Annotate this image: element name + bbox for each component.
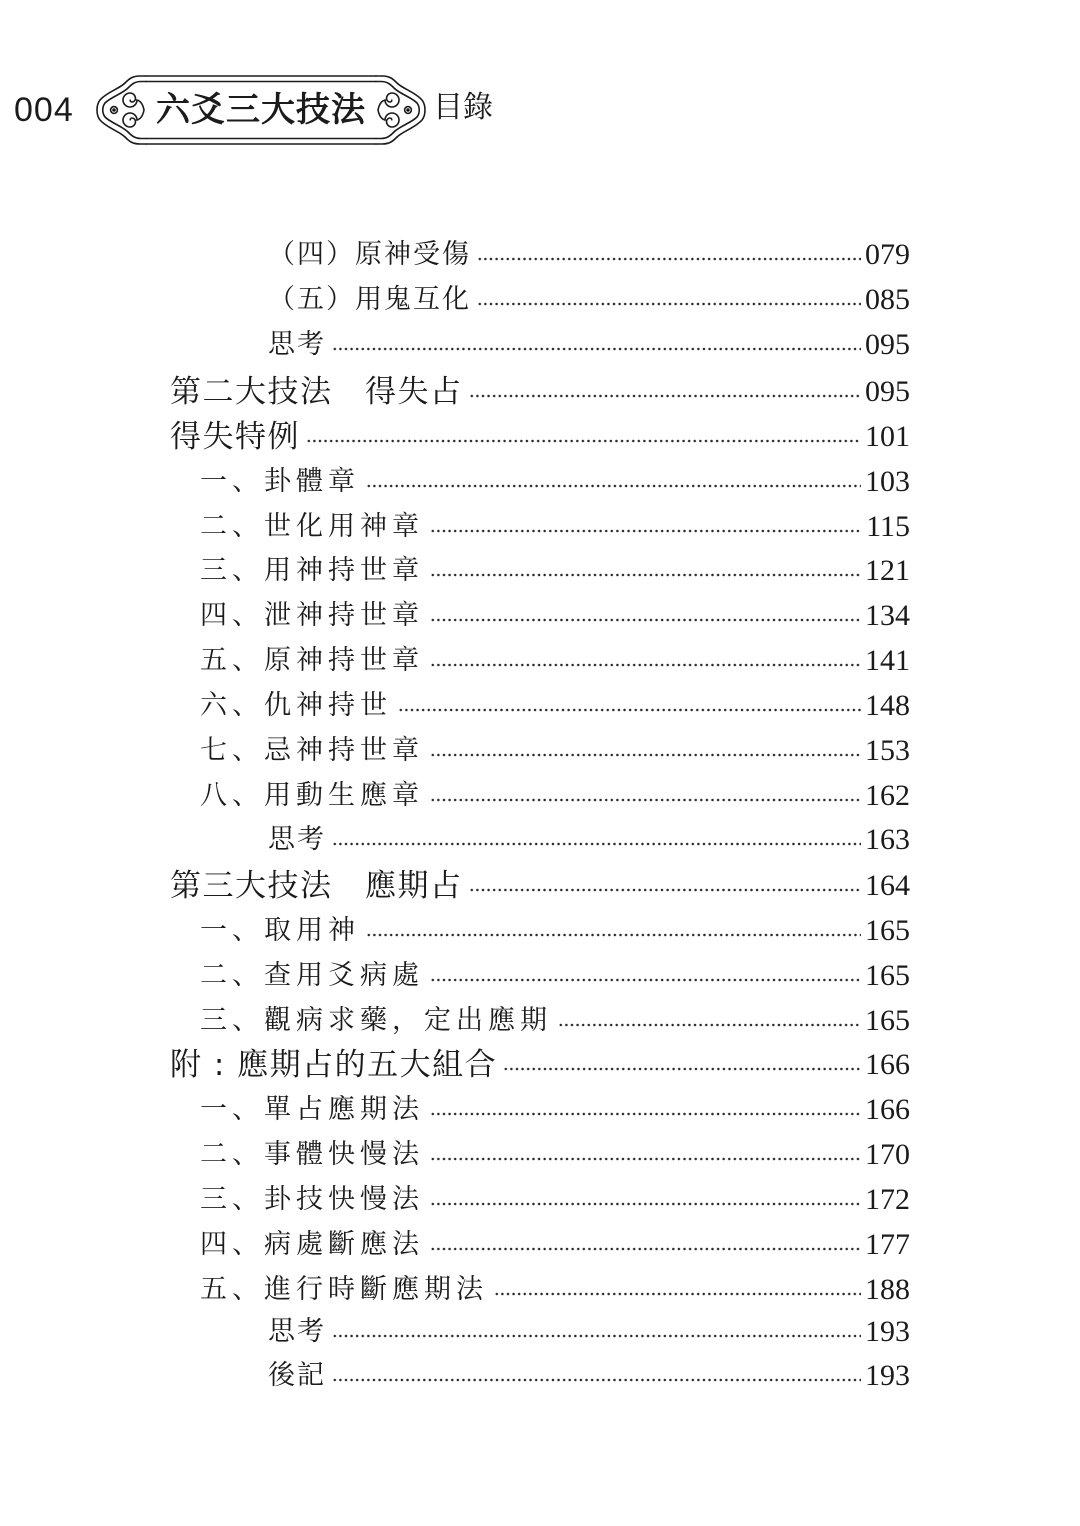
toc-entry-title: （五）用鬼互化 [268,284,471,315]
toc-entry-title: 二、世化用神章 [200,511,424,542]
dot-leader [398,686,861,726]
toc-row [200,731,910,771]
toc-page-number: 164 [865,869,910,902]
toc-row [170,372,910,412]
toc-page-number: 095 [865,328,910,361]
dot-leader [430,956,861,996]
toc-row [200,776,910,816]
toc-row [200,1001,910,1041]
dot-leader [332,325,861,365]
toc-entry-title: 一、卦體章 [200,466,360,497]
toc-page-number: 165 [865,1004,910,1037]
toc-page-number: 188 [865,1273,910,1306]
toc-entry-title: 三、卦技快慢法 [200,1184,424,1215]
dot-leader [477,280,861,320]
toc-entry-title: 六、仇神持世 [200,690,392,721]
toc-page-number: 085 [865,283,910,316]
toc-row [200,1180,910,1220]
dot-leader [430,1135,861,1175]
toc-page-number: 165 [865,914,910,947]
dot-leader [430,776,861,816]
toc-page-number: 153 [865,734,910,767]
dot-leader [430,551,861,591]
toc-row [200,686,910,726]
toc-page-number: 103 [865,465,910,498]
dot-leader [306,417,861,457]
toc-entry-title: 五、原神持世章 [200,645,424,676]
toc-row [268,1312,910,1352]
page-number: 004 [14,91,74,129]
toc-row [268,280,910,320]
toc-row [200,551,910,591]
toc-row [268,820,910,860]
dot-leader [430,1180,861,1220]
dot-leader [366,911,861,951]
toc-row [268,1356,910,1396]
toc-entry-title: 思考 [268,1316,326,1347]
dot-leader [494,1270,861,1310]
toc-page-number: 101 [865,420,910,453]
toc-entry-title: 四、泄神持世章 [200,600,424,631]
dot-leader [430,1090,861,1130]
toc-entry-title: 一、取用神 [200,915,360,946]
toc-page-number: 141 [865,644,910,677]
dot-leader [430,641,861,681]
toc-entry-title: 七、忌神持世章 [200,735,424,766]
toc-page-number: 166 [865,1048,910,1081]
dot-leader [469,372,862,412]
toc-row [200,1090,910,1130]
toc-row [268,325,910,365]
toc-page-number: 134 [865,599,910,632]
title-banner [92,70,430,150]
toc-entry-title: 後記 [268,1360,326,1391]
dot-leader [332,1356,861,1396]
toc-page-number: 162 [865,779,910,812]
toc-page-number: 095 [865,375,910,408]
toc-entry-title: 第二大技法 得失占 [170,374,463,410]
toc-row [170,866,910,906]
toc-page-number: 121 [865,554,910,587]
dot-leader [469,866,862,906]
dot-leader [332,1312,861,1352]
toc-entry-title: 一、單占應期法 [200,1094,424,1125]
dot-leader [430,596,861,636]
toc-page-number: 193 [865,1359,910,1392]
dot-leader [430,731,861,771]
toc-page-number: 193 [865,1315,910,1348]
toc-row [200,596,910,636]
toc-entry-title: 四、病處斷應法 [200,1229,424,1260]
toc-entry-title: 八、用動生應章 [200,780,424,811]
toc-page-number: 177 [865,1228,910,1261]
book-title: 六爻三大技法 [156,90,366,130]
toc-page-number: 165 [865,959,910,992]
section-title: 目錄 [433,90,493,125]
toc-entry-title: 附 : 應期占的五大組合 [170,1047,498,1083]
toc-entry-title: 得失特例 [170,419,300,455]
toc-entry-title: 第三大技法 應期占 [170,868,463,904]
toc-page-number: 148 [865,689,910,722]
toc-entry-title: 思考 [268,824,326,855]
toc-row [200,507,910,547]
toc-entry-title: 五、進行時斷應期法 [200,1274,488,1305]
toc-row [200,462,910,502]
toc-page-number: 166 [865,1093,910,1126]
toc-row [200,641,910,681]
toc-row [200,1225,910,1265]
toc-row [170,417,910,457]
toc-page-number: 163 [865,823,910,856]
toc-row [200,1135,910,1175]
dot-leader [558,1001,861,1041]
dot-leader [430,1225,861,1265]
toc-page-number: 115 [866,510,910,543]
toc-page-number: 172 [865,1183,910,1216]
dot-leader [332,820,861,860]
toc-row [200,1270,910,1310]
toc-entry-title: 二、事體快慢法 [200,1139,424,1170]
dot-leader [430,507,862,547]
toc-entry-title: 二、查用爻病處 [200,960,424,991]
toc-page-number: 079 [865,238,910,271]
toc-row [200,956,910,996]
toc-entry-title: 三、用神持世章 [200,555,424,586]
dot-leader [503,1045,861,1085]
dot-leader [366,462,861,502]
toc-entry-title: 思考 [268,329,326,360]
dot-leader [477,235,861,275]
toc-entry-title: （四）原神受傷 [268,239,471,270]
toc-page-number: 170 [865,1138,910,1171]
toc-row [200,911,910,951]
toc-row [268,235,910,275]
toc-entry-title: 三、觀病求藥，定出應期 [200,1005,552,1036]
toc-row [170,1045,910,1085]
